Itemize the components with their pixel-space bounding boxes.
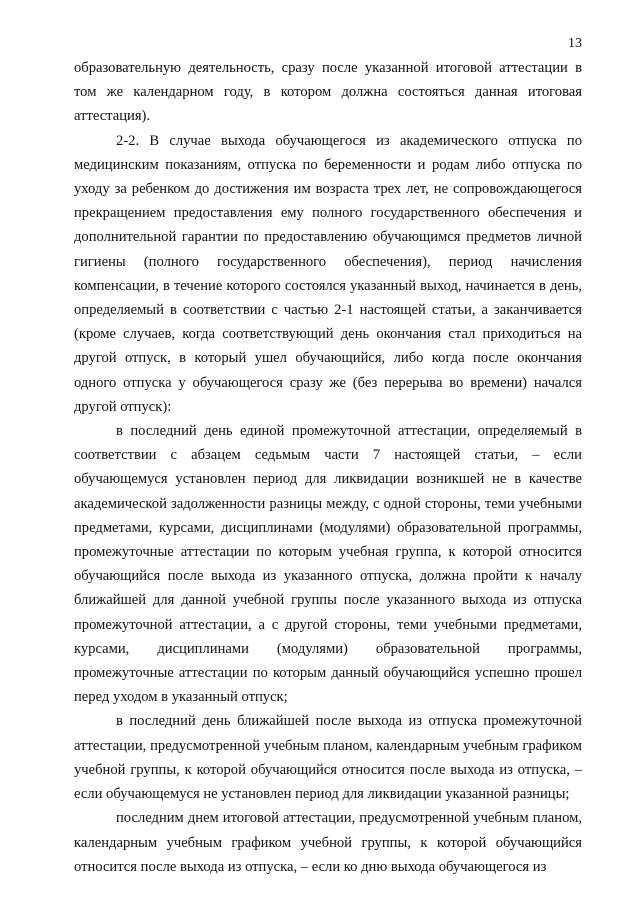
paragraph-continuation: образовательную деятельность, сразу после указанной итоговой аттестации в том же календарном году, в котором должна состояться данная итоговая аттестация). <box>74 60 582 125</box>
document-body <box>74 56 582 879</box>
page-number: 13 <box>568 36 582 51</box>
paragraph-clause-2-2: 2-2. В случае выхода обучающегося из академического отпуска по медицинским показаниям, отпуска по беременности и родам либо отпуска по уходу за ребенком до достижения им возраста трех лет, не сопровождающегося прекращением предоставления ему полного государственного обеспечения и дополнительной гарантии по предоставлению обучающимся предметов личной гигиены (полного государственного обеспечения), период начисления компенсации, в течение которого состоялся указанный выход, начинается в день, определяемый в соответствии с частью 2-1 настоящей статьи, а заканчивается (кроме случаев, когда соответствующий день окончания стал приходиться на другой отпуск, в который ушел обучающийся, либо когда после окончания одного отпуска у обучающегося сразу же (без перерыва во времени) начался другой отпуск): <box>74 132 582 415</box>
paragraph-case-unified-attestation: в последний день единой промежуточной аттестации, определяемый в соответствии с абзацем седьмым части 7 настоящей статьи, – если обучающемуся установлен период для ликвидации возникшей не в качестве академической задолженности разницы между, с одной стороны, теми учебными предметами, курсами, дисциплинами (модулями) образовательной программы, промежуточные аттестации по которым учебная группа, к которой относится обучающийся после выхода из указанного отпуска, должна пройти к началу ближайшей для данной учебной группы после указанного выхода из отпуска промежуточной аттестации, а с другой стороны, теми учебными предметами, курсами, дисциплинами (модулями) образовательной программы, промежуточные аттестации по которым данный обучающийся успешно прошел перед уходом в указанный отпуск; <box>74 423 582 706</box>
paragraph-case-final-attestation: последним днем итоговой аттестации, предусмотренной учебным планом, календарным учебным графиком учебной группы, к которой обучающийся относится после выхода из отпуска, – если ко дню выхода обучающегося из <box>74 810 582 875</box>
paragraph-case-nearest-attestation: в последний день ближайшей после выхода из отпуска промежуточной аттестации, предусмотренной учебным планом, календарным учебным графиком учебной группы, к которой обучающийся относится после выхода из отпуска, – если обучающемуся не установлен период для ликвидации указанной разницы; <box>74 713 582 803</box>
